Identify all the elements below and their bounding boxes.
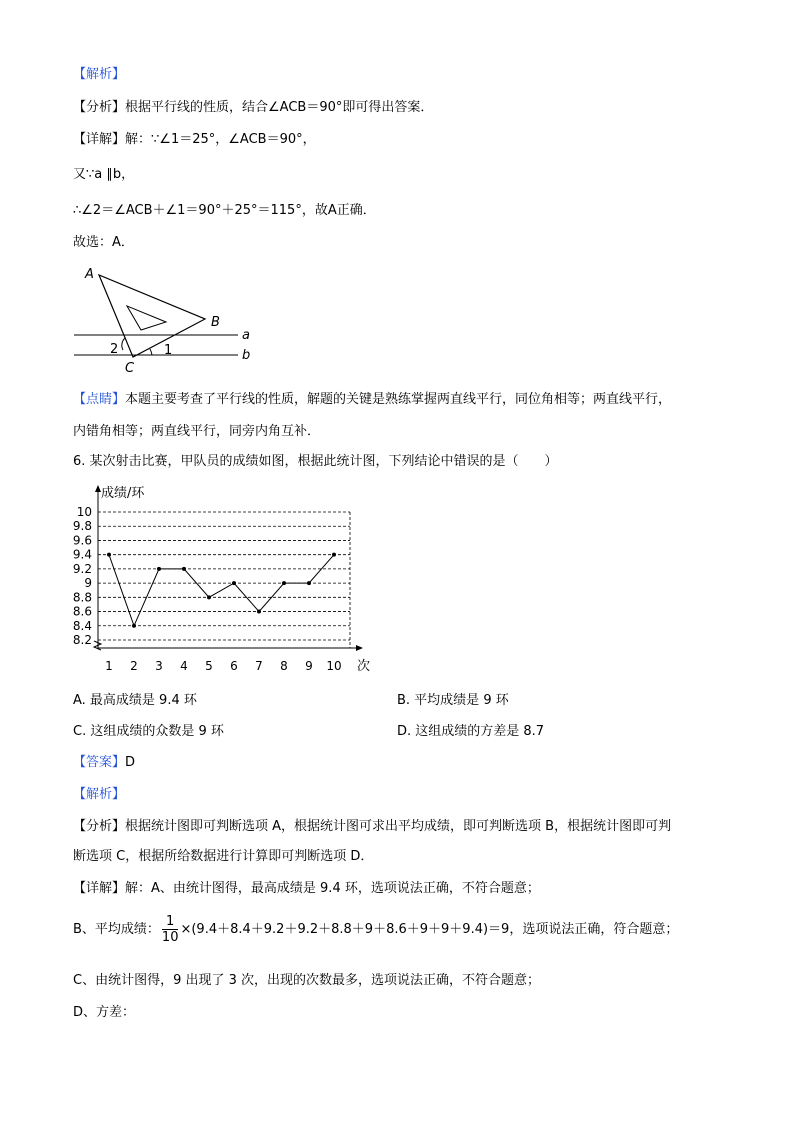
y-tick-label: 9.8	[72, 519, 92, 534]
x-tick-label: 9	[305, 659, 313, 673]
label-B: B	[211, 315, 220, 330]
x-tick-label: 10	[326, 659, 342, 673]
remark-text: 本题主要考查了平行线的性质，解题的关键是熟练掌握两直线平行，同位角相等；两直线平行，	[125, 392, 672, 407]
analysis-text: 根据平行线的性质，结合∠ACB＝90°即可得出答案．	[125, 100, 434, 115]
mean-expression: ×(9.4＋8.4＋9.2＋9.2＋8.8＋9＋8.6＋9＋9＋9.4)＝9	[180, 922, 510, 937]
data-point	[307, 581, 311, 585]
q6-question: 6. 某次射击比赛，甲队员的成绩如图，根据此统计图，下列结论中错误的是（ ）	[73, 454, 558, 469]
x-tick-label: 8	[280, 659, 288, 673]
q6-mode-line: C、由统计图得，9 出现了 3 次，出现的次数最多，选项说法正确，不符合题意；	[73, 973, 541, 988]
option-c: C. 这组成绩的众数是 9 环	[73, 724, 224, 739]
q5-choose: 故选：A．	[73, 235, 134, 250]
data-point	[157, 567, 161, 571]
q5-parallel-line: 又∵a ∥b，	[73, 167, 135, 182]
data-point	[107, 553, 111, 557]
q6-variance-line: D、方差：	[73, 1005, 136, 1020]
series-line	[109, 555, 334, 626]
y-tick-label: 8.6	[72, 604, 92, 619]
label-1: 1	[164, 343, 173, 358]
remark-tag: 【点睛】	[73, 392, 126, 407]
q6-answer	[73, 754, 135, 772]
detail-text: 解：A、由统计图得，最高成绩是 9.4 环，选项说法正确，不符合题意；	[125, 881, 540, 896]
data-point	[182, 567, 186, 571]
mean-suffix: ，选项说法正确，符合题意；	[509, 922, 679, 937]
x-tick-label: 2	[130, 659, 138, 673]
axis-break	[94, 641, 101, 650]
label-2: 2	[110, 342, 119, 357]
data-point	[207, 595, 211, 599]
y-tick-label: 8.8	[72, 590, 92, 605]
option-b: B. 平均成绩是 9 环	[397, 693, 509, 708]
q6-detail	[73, 880, 540, 898]
y-tick-label: 8.4	[72, 618, 92, 633]
label-b: b	[242, 348, 251, 363]
option-d: D. 这组成绩的方差是 8.7	[397, 724, 545, 739]
y-tick-label: 8.2	[72, 633, 92, 647]
x-tick-label: 7	[255, 659, 263, 673]
y-tick-label: 9	[84, 576, 92, 591]
fraction-denominator: 10	[161, 930, 179, 945]
y-tick-label: 10	[76, 505, 92, 519]
x-axis-arrow	[356, 645, 363, 651]
detail-tag: 【详解】	[73, 881, 126, 896]
x-tick-label: 6	[230, 659, 238, 673]
analysis-text: 根据统计图即可判断选项 A，根据统计图可求出平均成绩，即可判断选项 B，根据统计图即可判	[125, 819, 672, 834]
y-axis-title: 成绩/环	[101, 486, 145, 501]
answer-tag: 【答案】	[73, 755, 126, 770]
q5-detail	[73, 131, 316, 149]
x-tick-label: 5	[205, 659, 213, 673]
y-tick-label: 9.6	[72, 533, 92, 548]
data-point	[257, 610, 261, 614]
q6-analysis-1	[73, 818, 671, 836]
y-tick-label: 9.4	[72, 547, 92, 562]
x-tick-label: 4	[180, 659, 188, 673]
label-C: C	[125, 361, 135, 376]
set-square-inner	[127, 306, 166, 330]
detail-text: 解：∵∠1＝25°，∠ACB＝90°，	[125, 132, 316, 147]
data-point	[132, 624, 136, 628]
q5-therefore-line: ∴∠2＝∠ACB＋∠1＝90°＋25°＝115°，故A正确．	[73, 203, 376, 218]
mean-fraction	[162, 914, 179, 945]
data-point	[282, 581, 286, 585]
q6-mean-line	[73, 913, 678, 947]
x-tick-label: 1	[105, 659, 113, 673]
x-tick-label: 3	[155, 659, 163, 673]
q5-analysis	[73, 99, 433, 117]
answer-value: D	[125, 755, 136, 770]
q6-analysis-2: 断选项 C，根据所给数据进行计算即可判断选项 D．	[73, 849, 374, 864]
data-point	[232, 581, 236, 585]
q5-remark-1	[73, 391, 671, 409]
angle-2-arc	[122, 338, 125, 350]
q5-triangle-figure	[70, 262, 270, 378]
q6-jiexi-title: 【解析】	[73, 787, 126, 802]
y-tick-label: 9.2	[72, 561, 92, 576]
label-A: A	[85, 267, 94, 282]
angle-1-arc	[150, 349, 152, 355]
fraction-numerator: 1	[162, 914, 179, 930]
q5-remark-2: 内错角相等；两直线平行，同旁内角互补．	[73, 424, 321, 439]
analysis-tag: 【分析】	[73, 100, 126, 115]
score-line-chart	[68, 482, 388, 680]
mean-prefix: B、平均成绩：	[73, 922, 160, 937]
analysis-tag: 【分析】	[73, 819, 126, 834]
label-a: a	[242, 328, 250, 343]
x-axis-title: 次	[357, 659, 371, 674]
option-a: A. 最高成绩是 9.4 环	[73, 693, 197, 708]
q5-jiexi-title: 【解析】	[73, 67, 126, 82]
data-point	[332, 553, 336, 557]
detail-tag: 【详解】	[73, 132, 126, 147]
